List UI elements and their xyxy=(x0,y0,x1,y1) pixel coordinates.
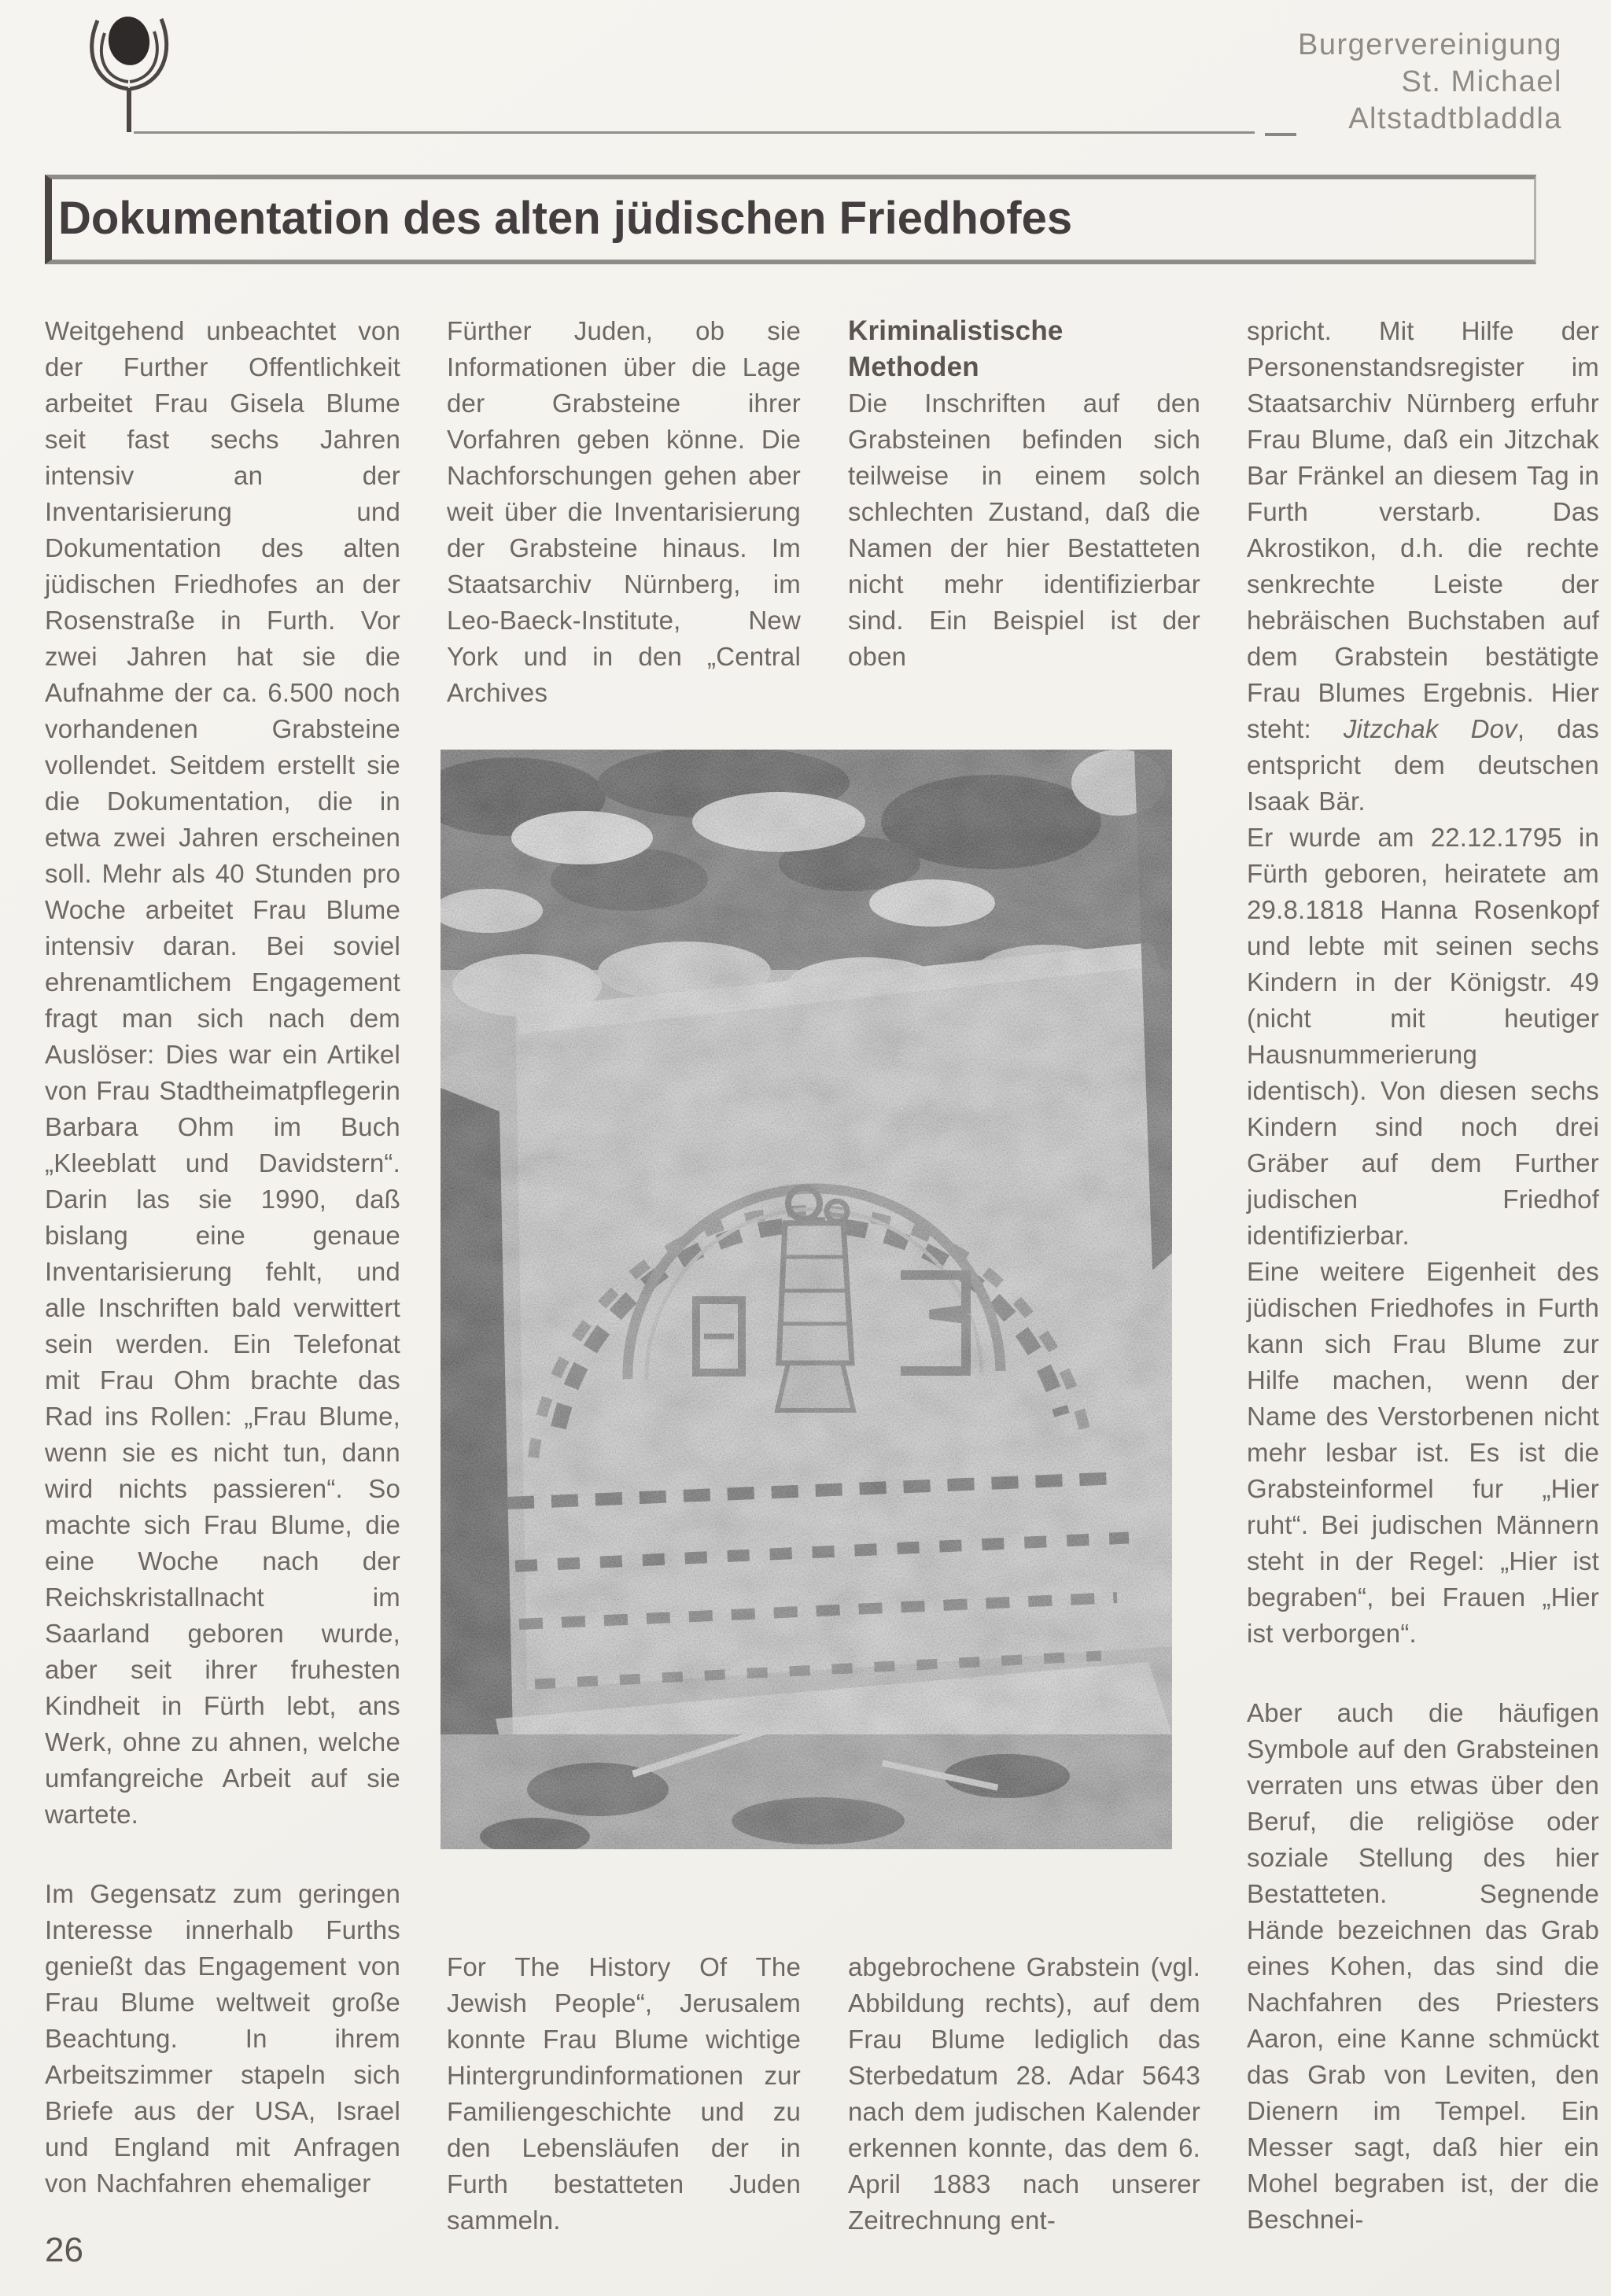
masthead-publication: Altstadtbladdla xyxy=(1348,102,1562,135)
page-number: 26 xyxy=(45,2231,83,2269)
section-heading: Kriminalistische Methoden xyxy=(848,315,1064,382)
paragraph: Aber auch die häufigen Symbole auf den Grabsteinen verraten uns etwas über den Beruf, die religiöse oder soziale Stellung des hier Bestatteten. Segnende Hände bezeichnen das Grab eines Kohen, das sind die Nachfahren des Priesters Aaron, eine Kanne schmückt das Grab von Leviten, den Dienern im Tempel. Ein Messer sagt, daß hier ein Mohel begraben ist, der die Beschnei- xyxy=(1247,1698,1600,2234)
header-rule xyxy=(134,131,1255,134)
paragraph: Weitgehend unbeachtet von der Further Offentlichkeit arbeitet Frau Gisela Blume seit fast sechs Jahren intensiv an der Inventarisierung und Dokumentation des alten jüdischen Friedhofes an der Rosenstraße in Furth. Vor zwei Jahren hat sie die Aufnahme der ca. 6.500 noch vorhandenen Grabsteine vollendet. Seitdem erstellt sie die Dokumentation, die in etwa zwei Jahren erscheinen soll. Mehr als 40 Stunden pro Woche arbeitet Frau Blume intensiv daran. Bei soviel ehrenamtlichem Engagement fragt man sich nach dem Auslöser: Dies war ein Artikel von Frau Stadtheimatpflegerin Barbara Ohm im Buch „Kleeblatt und Davidstern“. Darin las sie 1990, daß bislang eine genaue Inventarisierung fehlt, und alle Inschriften bald verwittert sein werden. Ein Telefonat mit Frau Ohm brachte das Rad ins Rollen: „Frau Blume, wenn sie es nicht tun, dann wird nichts passieren“. So machte sich Frau Blume, die eine Woche nach der Reichskristallnacht im Saarland geboren wurde, aber seit ihrer fruhesten Kindheit in Fürth lebt, ans Werk, ohne zu ahnen, welche umfangreiche Arbeit auf sie wartete. xyxy=(45,316,400,1829)
column-1 xyxy=(45,313,400,2202)
masthead-org-name: Burgervereinigung xyxy=(1297,28,1562,61)
paragraph: For The History Of The Jewish People“, Jerusalem konnte Frau Blume wichtige Hintergrundinformationen zur Familiengeschichte und zu den Lebensläufen der in Furth bestatteten Juden sammeln. xyxy=(447,1952,801,2235)
column-3-bottom xyxy=(848,1949,1200,2239)
paragraph: abgebrochene Grabstein (vgl. Abbildung rechts), auf dem Frau Blume lediglich das Sterbedatum 28. Adar 5643 nach dem judischen Kalender erkennen konnte, das dem 6. April 1883 nach unserer Zeitrechnung ent- xyxy=(848,1952,1200,2235)
column-4 xyxy=(1247,313,1599,2238)
gravestone-photo xyxy=(441,750,1172,1849)
column-2-top xyxy=(447,313,801,711)
column-2-bottom xyxy=(447,1949,801,2239)
masthead-org-sub: St. Michael xyxy=(1401,65,1562,98)
article-title: Dokumentation des alten jüdischen Friedhofes xyxy=(58,193,1073,244)
tulip-logo-icon xyxy=(79,13,185,132)
masthead xyxy=(1298,27,1562,138)
paragraph xyxy=(1247,313,1599,820)
hebrew-name-transliteration: Jitzchak Dov xyxy=(1343,714,1517,743)
paragraph: Fürther Juden, ob sie Informationen über die Lage der Grabsteine ihrer Vorfahren geben könne. Die Nachforschungen gehen aber weit über die Inventarisierung der Grabsteine hinaus. Im Staatsarchiv Nürnberg, im Leo-Baeck-Institute, New York und in den „Central Archives xyxy=(447,316,801,707)
paragraph-text: , das entspricht dem deutschen Isaak Bär. xyxy=(1247,714,1600,816)
paragraph: Im Gegensatz zum geringen Interesse innerhalb Furths genießt das Engagement von Frau Blume weltweit große Beachtung. In ihrem Arbeitszimmer stapeln sich Briefe aus der USA, Israel und England mit Anfragen von Nachfahren ehemaliger xyxy=(45,1879,400,2198)
column-3-top xyxy=(848,313,1200,675)
header-rule-dash xyxy=(1265,133,1296,136)
paragraph: Er wurde am 22.12.1795 in Fürth geboren, heiratete am 29.8.1818 Hanna Rosenkopf und lebte mit seinen sechs Kindern in der Königstr. 49 (nicht mit heutiger Hausnummerierung identisch). Von diesen sechs Kindern sind noch drei Gräber auf dem Further judischen Friedhof identifizierbar. xyxy=(1247,823,1599,1250)
article-title-box xyxy=(45,175,1536,264)
paragraph: Eine weitere Eigenheit des jüdischen Friedhofes in Furth kann sich Frau Blume zur Hilfe machen, wenn der Name des Verstorbenen nicht mehr lesbar ist. Es ist die Grabsteinformel fur „Hier ruht“. Bei judischen Männern steht in der Regel: „Hier ist begraben“, bei Frauen „Hier ist verborgen“. xyxy=(1247,1257,1599,1648)
paragraph: Die Inschriften auf den Grabsteinen befinden sich teilweise in einem solch schlechten Zustand, daß die Namen der hier Bestatteten nicht mehr identifizierbar sind. Ein Beispiel ist der oben xyxy=(848,389,1200,671)
paragraph-text: spricht. Mit Hilfe der Personenstandsregister im Staatsarchiv Nürnberg erfuhr Frau Blume, daß ein Jitzchak Bar Fränkel an diesem Tag in Furth verstarb. Das Akrostikon, d.h. die rechte senkrechte Leiste der hebräischen Buchstaben auf dem Grabstein bestätigte Frau Blumes Ergebnis. Hier steht: xyxy=(1247,316,1599,743)
